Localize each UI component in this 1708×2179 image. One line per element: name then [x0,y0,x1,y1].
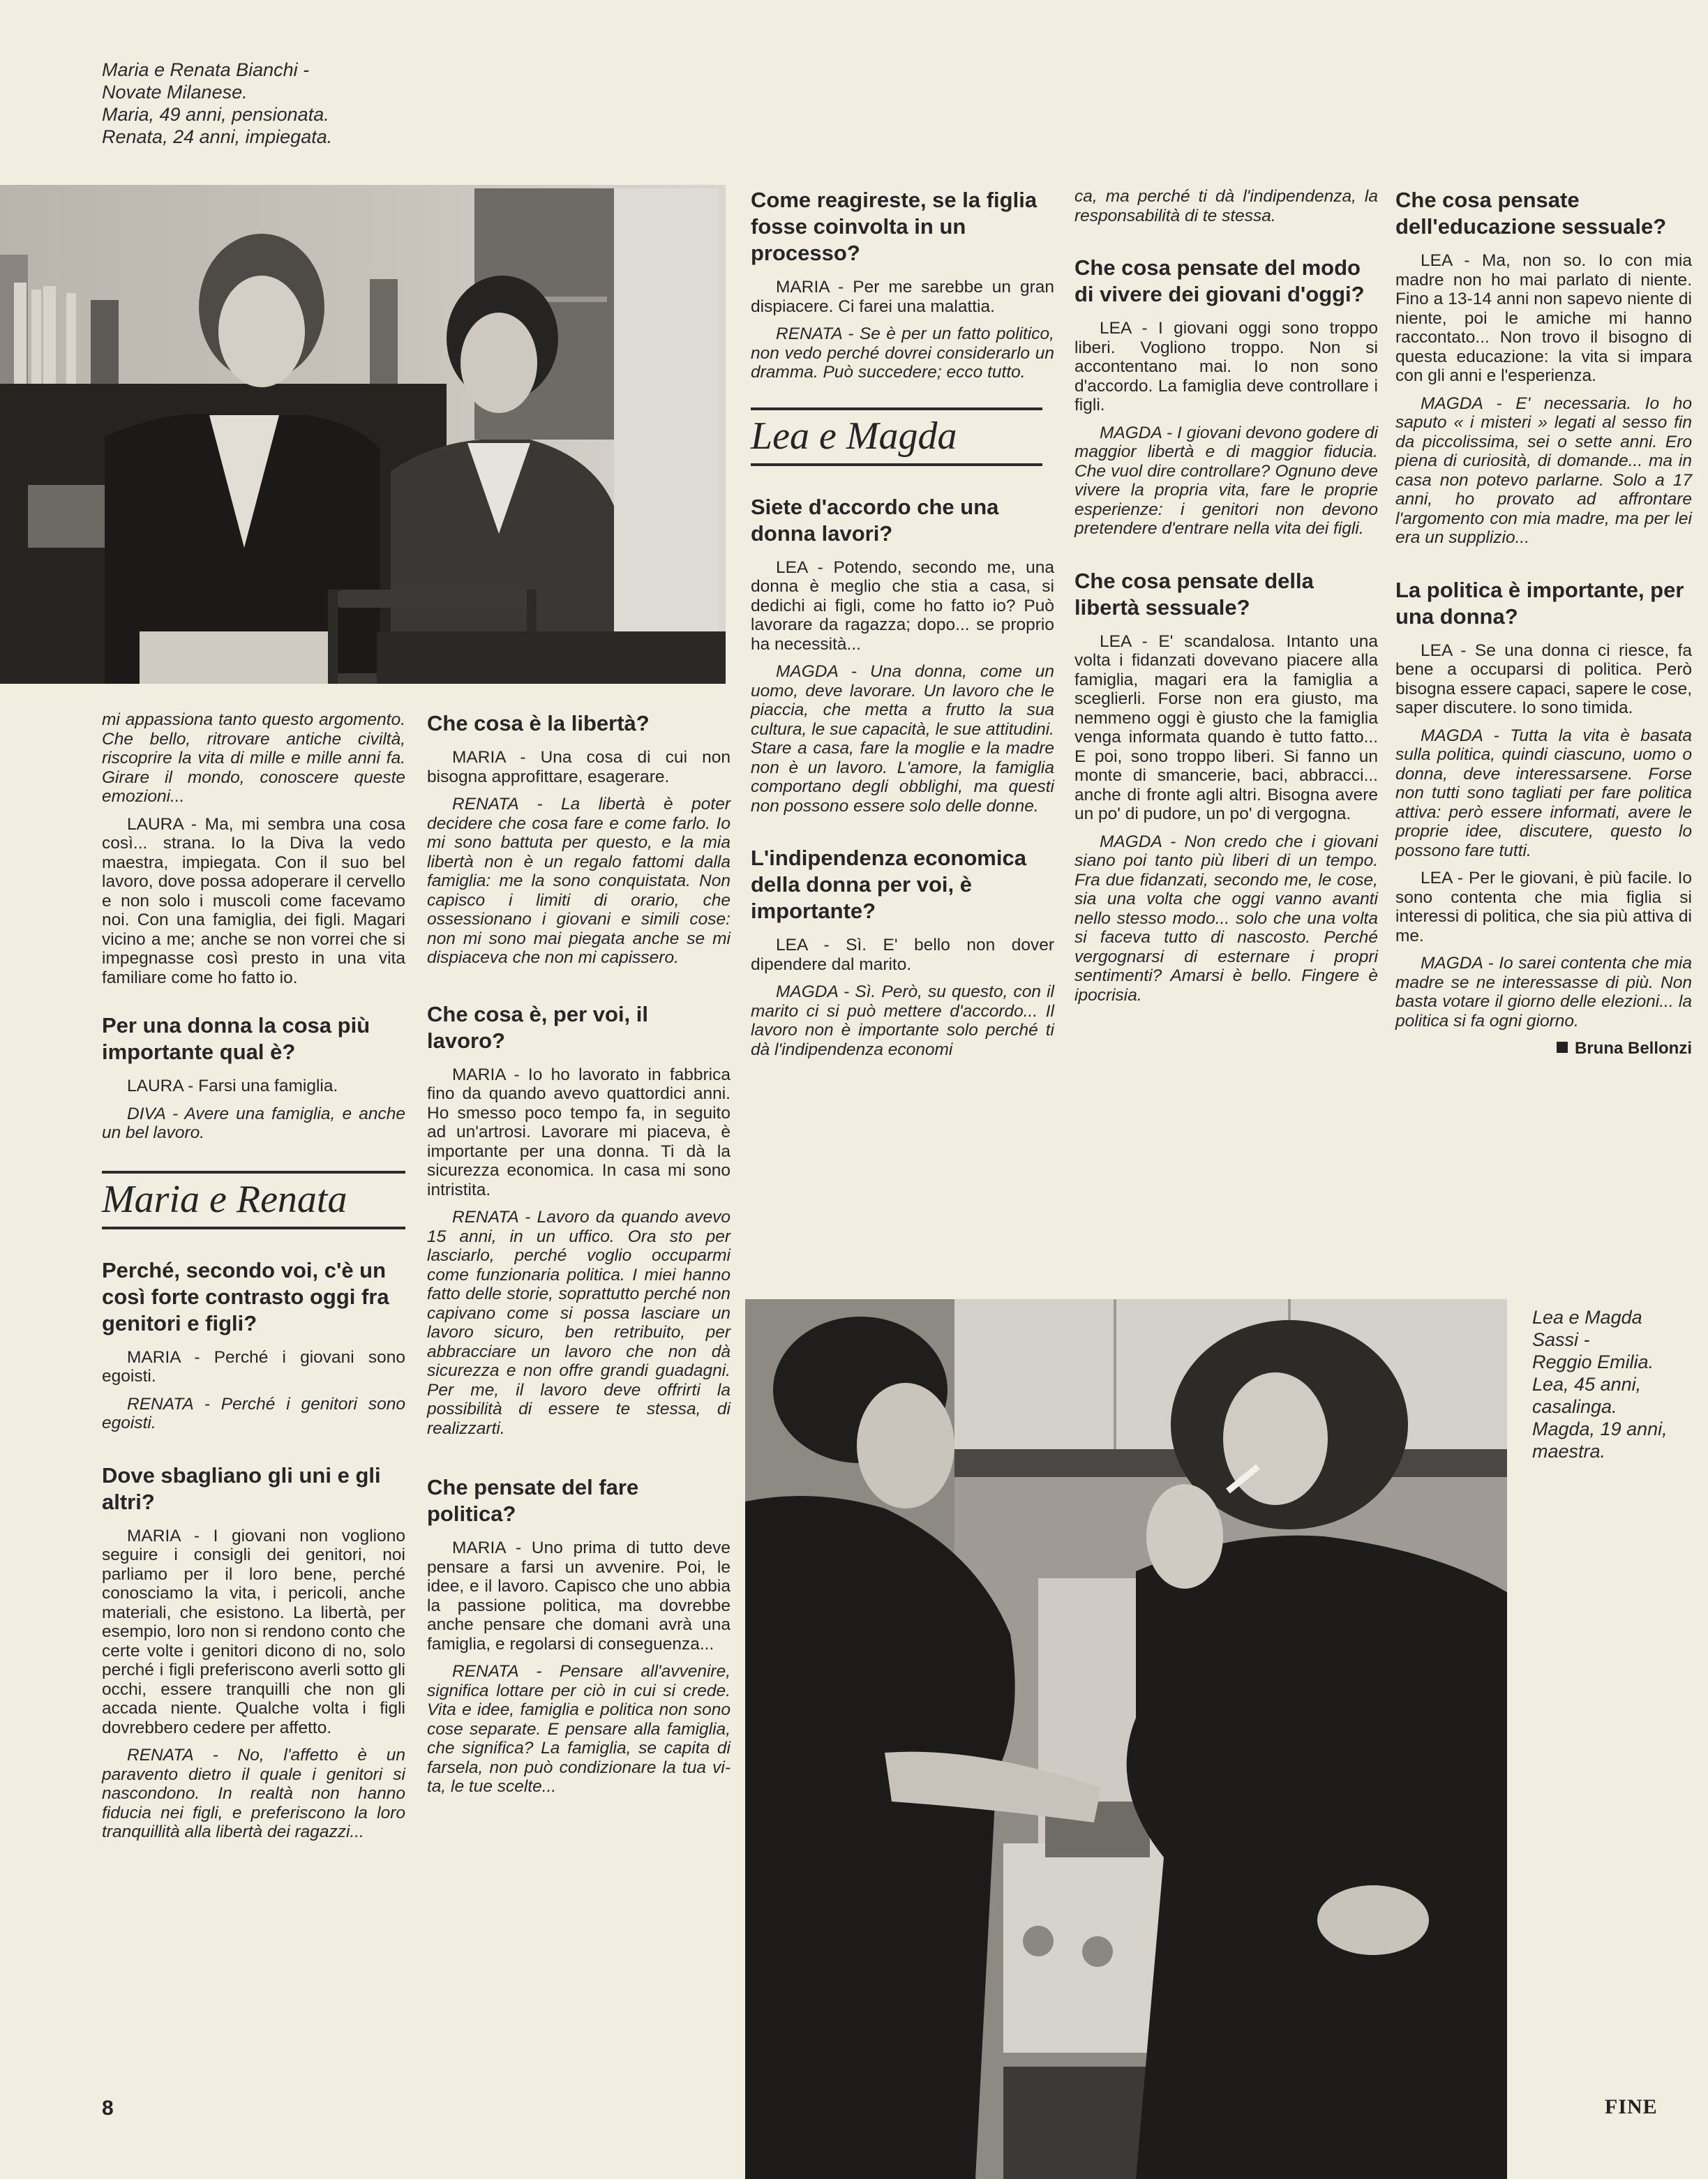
caption-line: Magda, 19 anni, [1532,1418,1668,1439]
answer-magda: MAGDA - Tutta la vita è basata sulla politica, quindi ciascuno, uomo o donna, deve interessarsene. Forse non tutti sono tagliati per fare politica attiva: però essere informati, avere le proprie idee, discutere, questo lo possono fare tutti. [1395,726,1692,860]
question-heading: La politica è importante, per una donna? [1395,577,1684,629]
caption-line: Sassi - [1532,1329,1590,1350]
question-heading: Che cosa è la libertà? [427,711,650,735]
caption-line: Lea, 45 anni, [1532,1374,1642,1395]
answer-maria: MARIA - Perché i giovani sono egoisti. [102,1347,405,1386]
caption-line: Maria e Renata Bianchi - [102,59,310,80]
answer-magda: MAGDA - Sì. Però, su questo, con il marito ci si può mettere d'accordo... Il lavoro non è importante solo perché ti dà l'indipendenza economi [751,982,1054,1059]
section-title-maria-renata: Maria e Renata [102,1171,405,1229]
question-heading: Perché, secondo voi, c'è un così forte contrasto oggi fra genitori e figli? [102,1257,389,1335]
question-heading: Siete d'accordo che una donna lavori? [751,494,999,546]
answer-renata: RENATA - Perché i genitori sono egoisti. [102,1394,405,1432]
photo-maria-renata [0,185,726,684]
answer-lea: LEA - Ma, non so. Io con mia madre non ho mai parlato di niente. Fino a 13-14 anni non sapevo niente di niente, poi le amiche mi hanno raccontato... Non trovo il bisogno di questa educazione: la vita si impara con gli anni e l'esperienza. [1395,251,1692,385]
question-heading: Come reagireste, se la figlia fosse coinvolta in un processo? [751,188,1037,265]
caption-line: Lea e Magda [1532,1307,1642,1328]
answer-renata: RENATA - Se è per un fatto politico, non vedo perché dovrei considerarlo un dramma. Può succedere; ecco tutto. [751,324,1054,382]
column-4 [1074,187,1378,1013]
question-heading: Dove sbagliano gli uni e gli altri? [102,1462,381,1514]
answer-magda: MAGDA - Una donna, come un uomo, deve lavorare. Un lavoro che le piaccia, che metta a frutto la sua cultura, le sue capacità, le sue attitudini. Stare a casa, fare la moglie e la madre non è un lavoro. L'amore, la famiglia comportano degli obblighi, ma questi non possono essere solo delle donne. [751,662,1054,816]
answer-lea: LEA - Potendo, secondo me, una donna è meglio che stia a casa, si dedichi ai figli, come ho fatto io? Può lavorare da ragazza; dopo... se proprio ha necessità... [751,557,1054,654]
caption-line: Novate Milanese. [102,82,248,103]
photo-maria-renata-illustration [0,185,726,684]
answer-renata: RENATA - La libertà è poter decidere che cosa fare e come farlo. Io mi sono battuta per questo, e la mia libertà non è un regalo fattomi dalla famiglia: me la sono conquistata. Non capisco i limiti di orario, che ossessionano i giovani e simili cose: non mi sono mai piegata anche se mi dispiaceva che non mi capissero. [427,795,731,967]
question-heading: Per una donna la cosa più importante qual è? [102,1013,370,1064]
answer-renata: RENATA - Lavoro da quando avevo 15 anni, in un uffico. Ora sto per lasciarlo, perché voglio occuparmi come funzionaria politica. I miei hanno fatto delle storie, soprattutto perché non capivano come si possa lasciare un lavoro sicuro, ben retribuito, per abbracciare un lavoro che non dà sicurezza e non offre grandi guadagni. Per me, il lavoro deve offrirti la possibilità di essere te stessa, di realizzarti. [427,1208,731,1438]
answer-magda: MAGDA - Io sarei contenta che mia madre se ne interessasse di più. Non basta votare il giorno delle elezioni... la politica si fa ogni giorno. [1395,954,1692,1031]
photo-lea-magda [745,1299,1507,2179]
answer-diva: DIVA - Avere una famiglia, e anche un bel lavoro. [102,1104,405,1142]
column-1 [102,710,405,1850]
section-title-lea-magda: Lea e Magda [751,407,1042,466]
answer-renata: RENATA - No, l'affetto è un paravento dietro il quale i genitori si nascondono. In realtà non hanno fiducia nei figli, e preferiscono la loro tranquillità alla libertà dei ragazzi... [102,1746,405,1841]
photo-caption-lea-magda [1532,1306,1668,1462]
column-3 [751,187,1054,1068]
answer-lea: LEA - Se una donna ci riesce, fa bene a occuparsi di politica. Però bisogna essere capaci, sapere le cose, saper discutere. Io sono timida. [1395,641,1692,717]
answer-renata: RENATA - Pensare all'avvenire, significa lottare per ciò in cui si crede. Vita e idee, famiglia e politica non sono cose separate. E pensare alla famiglia, che significa? La famiglia, se capita di farsela, non può condizionare la tua vita, le tue scelte... [427,1662,731,1796]
photo-caption-maria-renata [102,59,332,148]
answer-lea: LEA - I giovani oggi sono troppo liberi. Vogliono troppo. Non si accontentano mai. Io non sono d'accordo. La famiglia deve controllare i figli. [1074,319,1378,414]
answer-maria: MARIA - Uno prima di tutto deve pensare a farsi un avvenire. Poi, le idee, e il lavoro. Capisco che uno abbia la passione politica, ma dovrebbe anche pensare che domani avrà una famiglia, e regolarsi di conseguenza... [427,1538,731,1654]
caption-line: casalinga. [1532,1396,1617,1417]
answer-magda: MAGDA - E' necessaria. Io ho saputo « i misteri » legati al sesso fin da piccolissima, sei o sette anni. Ero piena di curiosità, di domande... ma in casa non potevo parlarne. Solo a 17 anni, ho provato ad affrontare l'argomento con mia madre, ma per lei era un supplizio... [1395,394,1692,547]
answer-lea: LEA - Per le giovani, è più facile. Io sono contenta che mia figlia si interessi di politica, che sia più attiva di me. [1395,869,1692,945]
answer-maria: MARIA - I giovani non vogliono seguire i consigli dei genitori, noi parliamo per il loro bene, perché conosciamo la vita, i pericoli, anche materiali, che esistono. La libertà, per esempio, loro non si rendono conto che certe volte i genitori dicono di no, solo perché i figli preferiscono averli sotto gli occhi, essere tranquilli che non gli accada niente. Qualche volta i figli dovrebbero cedere per affetto. [102,1526,405,1737]
answer-magda: MAGDA - Non credo che i giovani siano poi tanto più liberi di un tempo. Fra due fidanzati, secondo me, le cose, sia una volta che oggi vanno avanti nello stesso modo... solo che una volta si faceva tutto di nascosto. Perché vergognarsi di esternare i propri sentimenti? Amarsi è bello. Fingere è ipocrisia. [1074,832,1378,1005]
answer-laura: LAURA - Farsi una famiglia. [127,1077,338,1095]
photo-lea-magda-illustration [745,1299,1507,2179]
caption-line: Renata, 24 anni, impiegata. [102,126,333,147]
question-heading: L'indipendenza economica della donna per voi, è importante? [751,846,1026,923]
column-2 [427,710,731,1805]
author-name: Bruna Bellonzi [1574,1039,1692,1058]
caption-line: Maria, 49 anni, pensionata. [102,104,329,125]
answer-continued: ca, ma perché ti dà l'indipendenza, la responsabilità di te stessa. [1074,187,1378,225]
caption-line: maestra. [1532,1441,1606,1462]
question-heading: Che cosa pensate del modo di vivere dei giovani d'oggi? [1074,255,1365,306]
question-heading: Che cosa pensate della libertà sessuale? [1074,568,1314,620]
bullet-square-icon [1557,1042,1568,1053]
answer-continued: mi appassiona tanto questo argomento. Che bello, ritrovare antiche civiltà, riscoprire la vita di mille e mille anni fa. Girare il mondo, conoscere queste emozioni... [102,710,405,806]
answer-magda: MAGDA - I giovani devono godere di maggior libertà e di maggior fiducia. Che vuol dire controllare? Ognuno deve vivere la propria vita, fare le proprie esperienze: i genitori non devono pretendere d'entrare nella vita dei figli. [1074,423,1378,538]
answer-laura: LAURA - Ma, mi sembra una cosa così... strana. Io la Diva la vedo maestra, impiegata. Con il suo bel lavoro, dove possa adoperare il cervello e non solo i muscoli come facevamo noi. Con una famiglia, dei figli. Magari vicino a me; anche se non vorrei che si impegnasse così presto in una vita familiare come ho fatto io. [102,814,405,987]
end-mark: FINE [1605,2095,1658,2118]
author-byline [1395,1039,1692,1058]
answer-lea: LEA - E' scandalosa. Intanto una volta i fidanzati dovevano piacere alla famiglia, magari era la famiglia a sceglierli. Forse non era giusto, ma nemmeno oggi è giusto che la famiglia venga informata quando è tutto fatto... E poi, sono troppo liberi. Si fanno un monte di smancerie, baci, abbracci... anche di fronte agli altri. Bisogna avere un po' di pudore, un po' di vergogna. [1074,631,1378,823]
question-heading: Che cosa è, per voi, il lavoro? [427,1001,649,1053]
column-5 [1395,187,1692,1058]
answer-maria: MARIA - Una cosa di cui non bisogna approfittare, esagerare. [427,748,731,786]
answer-maria: MARIA - Io ho lavorato in fabbrica fino da quando avevo quattordici anni. Ho smesso poco tempo fa, in seguito ad un'artrosi. Lavorare mi piaceva, è importante per una donna. Ti dà la sicurezza economica. In casa mi sono intristita. [427,1065,731,1199]
question-heading: Che pensate del fare politica? [427,1475,639,1526]
answer-lea: LEA - Sì. E' bello non dover dipendere dal marito. [751,936,1054,974]
question-heading: Che cosa pensate dell'educazione sessuale? [1395,188,1667,239]
page-number: 8 [102,2097,114,2120]
answer-maria: MARIA - Per me sarebbe un gran dispiacere. Ci farei una malattia. [751,278,1054,316]
caption-line: Reggio Emilia. [1532,1351,1654,1372]
